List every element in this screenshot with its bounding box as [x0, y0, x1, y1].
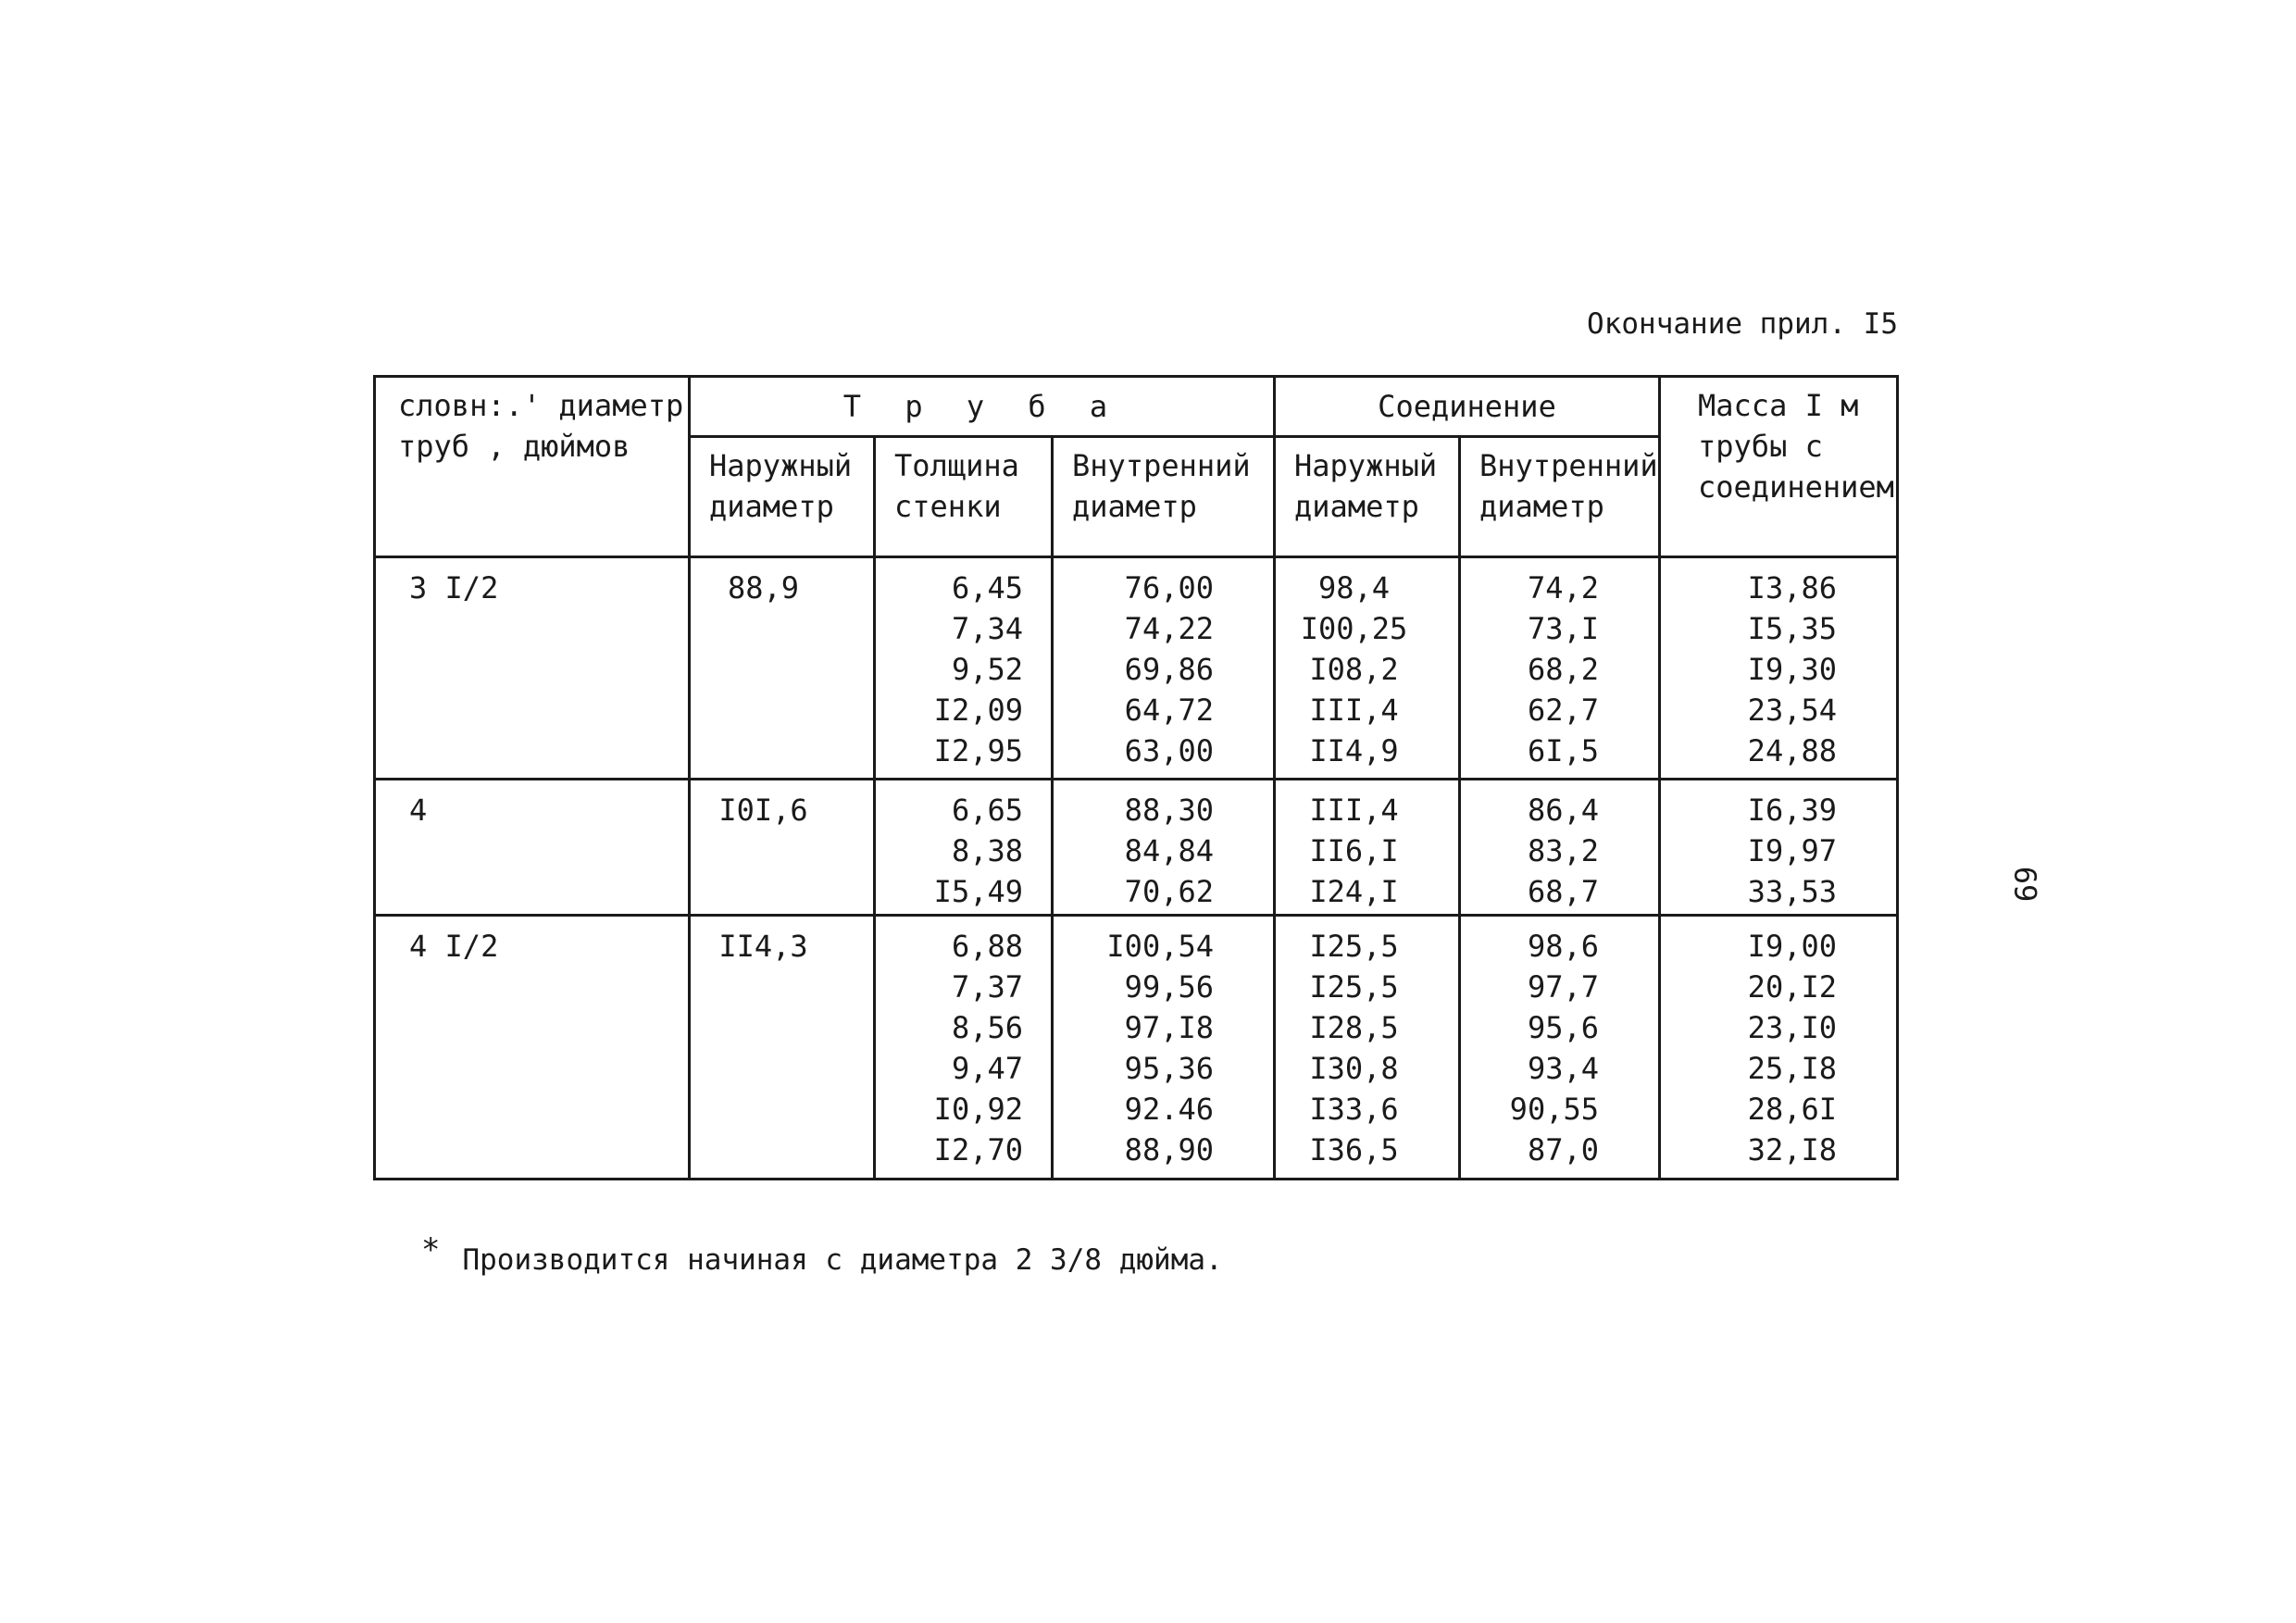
cell-pipe-inner-value: 99,56 — [1124, 968, 1214, 1005]
cell-joint-outer-value: I30,8 — [1309, 1050, 1399, 1086]
cell-pipe-wall-value: 7,37 — [951, 968, 1023, 1005]
cell-joint-inner-value: 73,I — [1527, 611, 1599, 646]
cell-joint-outer-value: III,4 — [1309, 793, 1399, 829]
cell-joint-outer-value: I00,25 — [1300, 611, 1408, 646]
cell-joint-inner — [1460, 557, 1660, 780]
pipe-spec-table — [373, 375, 1899, 1180]
cell-joint-outer-value: III,4 — [1309, 693, 1399, 728]
cell-mass-value: I5,35 — [1747, 611, 1837, 646]
cell-mass-value: I9,00 — [1747, 928, 1837, 964]
cell-joint-inner-value: 62,7 — [1527, 693, 1599, 728]
cell-pipe-wall-value: 9,52 — [951, 652, 1023, 687]
cell-pipe-wall-value: 8,38 — [951, 833, 1023, 869]
cell-joint-outer-value: I25,5 — [1309, 968, 1399, 1005]
footnote-mark: * — [421, 1231, 441, 1268]
cell-mass-value: 24,88 — [1747, 733, 1837, 768]
cell-pipe-inner-value: 69,86 — [1124, 652, 1214, 687]
cell-mass-value: I6,39 — [1747, 793, 1837, 829]
cell-pipe-outer — [690, 780, 875, 915]
cell-pipe-inner-value: 95,36 — [1124, 1050, 1214, 1086]
cell-joint-inner-value: 93,4 — [1527, 1050, 1599, 1086]
cell-joint-outer — [1275, 557, 1460, 780]
footnote-text: Производится начиная с диаметра 2 3/8 дюйма. — [462, 1243, 1223, 1277]
cell-joint-inner-value: 6I,5 — [1527, 733, 1599, 768]
cell-pipe-inner-value: 64,72 — [1124, 693, 1214, 728]
cell-mass-value: 25,I8 — [1747, 1050, 1837, 1086]
cell-mass-value: I9,30 — [1747, 652, 1837, 687]
cell-joint-inner-value: 98,6 — [1527, 928, 1599, 964]
cell-pipe-inner-value: 74,22 — [1124, 611, 1214, 646]
cell-pipe-inner-value: 76,00 — [1124, 570, 1214, 606]
cell-conditional-diameter — [375, 915, 690, 1179]
cell-pipe-wall-value: 6,88 — [951, 928, 1023, 964]
footnote — [421, 1231, 1223, 1278]
header-joint-outer: Наружный диаметр — [1275, 437, 1460, 557]
cell-joint-outer-value: I28,5 — [1309, 1009, 1399, 1045]
cell-pipe-inner-value: 84,84 — [1124, 833, 1214, 869]
cell-pipe-outer-value: 88,9 — [727, 570, 800, 606]
cell-joint-outer-value: II6,I — [1309, 833, 1399, 869]
header-pipe-wall: Толщина стенки — [875, 437, 1053, 557]
cell-mass — [1660, 557, 1898, 780]
header-pipe-outer: Наружный диаметр — [690, 437, 875, 557]
cell-pipe-wall-value: I2,70 — [933, 1131, 1023, 1167]
cell-pipe-wall-value: I0,92 — [933, 1091, 1023, 1127]
cell-mass-value: 32,I8 — [1747, 1131, 1837, 1167]
cell-pipe-wall-value: I2,95 — [933, 733, 1023, 768]
cell-joint-inner-value: 95,6 — [1527, 1009, 1599, 1045]
table-row — [375, 780, 1898, 915]
header-mass: Масса I м трубы с соединением — [1660, 377, 1898, 557]
cell-joint-inner-value: 90,55 — [1509, 1091, 1599, 1127]
cell-mass — [1660, 915, 1898, 1179]
cell-pipe-wall-value: 9,47 — [951, 1050, 1023, 1086]
cell-joint-inner-value: 83,2 — [1527, 833, 1599, 869]
cell-conditional-diameter — [375, 780, 690, 915]
cell-pipe-wall — [875, 557, 1053, 780]
cell-pipe-wall-value: 7,34 — [951, 611, 1023, 646]
cell-joint-outer-value: I24,I — [1309, 874, 1399, 910]
cell-joint-outer-value: II4,9 — [1309, 733, 1399, 768]
cell-pipe-inner — [1053, 780, 1275, 915]
table-row — [375, 915, 1898, 1179]
cell-pipe-wall-value: 6,45 — [951, 570, 1023, 606]
cell-pipe-inner-value: 88,90 — [1124, 1131, 1214, 1167]
cell-joint-inner-value: 87,0 — [1527, 1131, 1599, 1167]
appendix-caption: Окончание прил. I5 — [1587, 307, 1898, 341]
cell-conditional-diameter-value: 3 I/2 — [409, 570, 499, 606]
cell-joint-outer — [1275, 780, 1460, 915]
cell-joint-outer-value: I25,5 — [1309, 928, 1399, 964]
cell-joint-inner-value: 97,7 — [1527, 968, 1599, 1005]
cell-conditional-diameter-value: 4 I/2 — [409, 928, 499, 964]
header-pipe-inner: Внутренний диаметр — [1053, 437, 1275, 557]
cell-pipe-inner-value: 63,00 — [1124, 733, 1214, 768]
cell-pipe-wall — [875, 915, 1053, 1179]
cell-joint-outer-value: 98,4 — [1317, 570, 1391, 606]
cell-conditional-diameter-value: 4 — [409, 793, 428, 829]
cell-pipe-wall-value: 6,65 — [951, 793, 1023, 829]
header-joint-group: Соединение — [1275, 377, 1660, 437]
header-joint-inner: Внутренний диаметр — [1460, 437, 1660, 557]
header-pipe-label: Т р у б а — [842, 389, 1121, 424]
page-number: 69 — [2007, 866, 2043, 903]
cell-mass-value: 20,I2 — [1747, 968, 1837, 1005]
cell-mass-value: 23,I0 — [1747, 1009, 1837, 1045]
cell-joint-inner — [1460, 915, 1660, 1179]
cell-joint-inner-value: 86,4 — [1527, 793, 1599, 829]
cell-pipe-inner — [1053, 557, 1275, 780]
header-pipe-group — [690, 377, 1275, 437]
cell-pipe-outer — [690, 915, 875, 1179]
cell-mass-value: I3,86 — [1747, 570, 1837, 606]
cell-pipe-inner-value: 97,I8 — [1124, 1009, 1214, 1045]
cell-joint-outer-value: I33,6 — [1309, 1091, 1399, 1127]
cell-pipe-outer — [690, 557, 875, 780]
header-conditional-diameter: словн:.' диаметр труб , дюймов — [375, 377, 690, 557]
cell-joint-outer-value: I08,2 — [1309, 652, 1399, 687]
table-row — [375, 557, 1898, 780]
cell-joint-outer-value: I36,5 — [1309, 1131, 1399, 1167]
cell-pipe-inner-value: 70,62 — [1124, 874, 1214, 910]
cell-mass-value: I9,97 — [1747, 833, 1837, 869]
cell-pipe-inner-value: I00,54 — [1106, 928, 1214, 964]
cell-pipe-outer-value: I0I,6 — [718, 793, 808, 829]
cell-pipe-outer-value: II4,3 — [718, 928, 808, 964]
cell-joint-outer — [1275, 915, 1460, 1179]
cell-pipe-wall — [875, 780, 1053, 915]
cell-joint-inner-value: 68,2 — [1527, 652, 1599, 687]
cell-pipe-wall-value: I2,09 — [933, 693, 1023, 728]
cell-joint-inner-value: 68,7 — [1527, 874, 1599, 910]
cell-conditional-diameter — [375, 557, 690, 780]
cell-mass — [1660, 780, 1898, 915]
cell-mass-value: 23,54 — [1747, 693, 1837, 728]
cell-mass-value: 33,53 — [1747, 874, 1837, 910]
cell-pipe-wall-value: I5,49 — [933, 874, 1023, 910]
cell-mass-value: 28,6I — [1747, 1091, 1837, 1127]
cell-pipe-inner-value: 92.46 — [1124, 1091, 1214, 1127]
cell-pipe-inner — [1053, 915, 1275, 1179]
cell-joint-inner-value: 74,2 — [1527, 570, 1599, 606]
cell-pipe-inner-value: 88,30 — [1124, 793, 1214, 829]
cell-pipe-wall-value: 8,56 — [951, 1009, 1023, 1045]
cell-joint-inner — [1460, 780, 1660, 915]
